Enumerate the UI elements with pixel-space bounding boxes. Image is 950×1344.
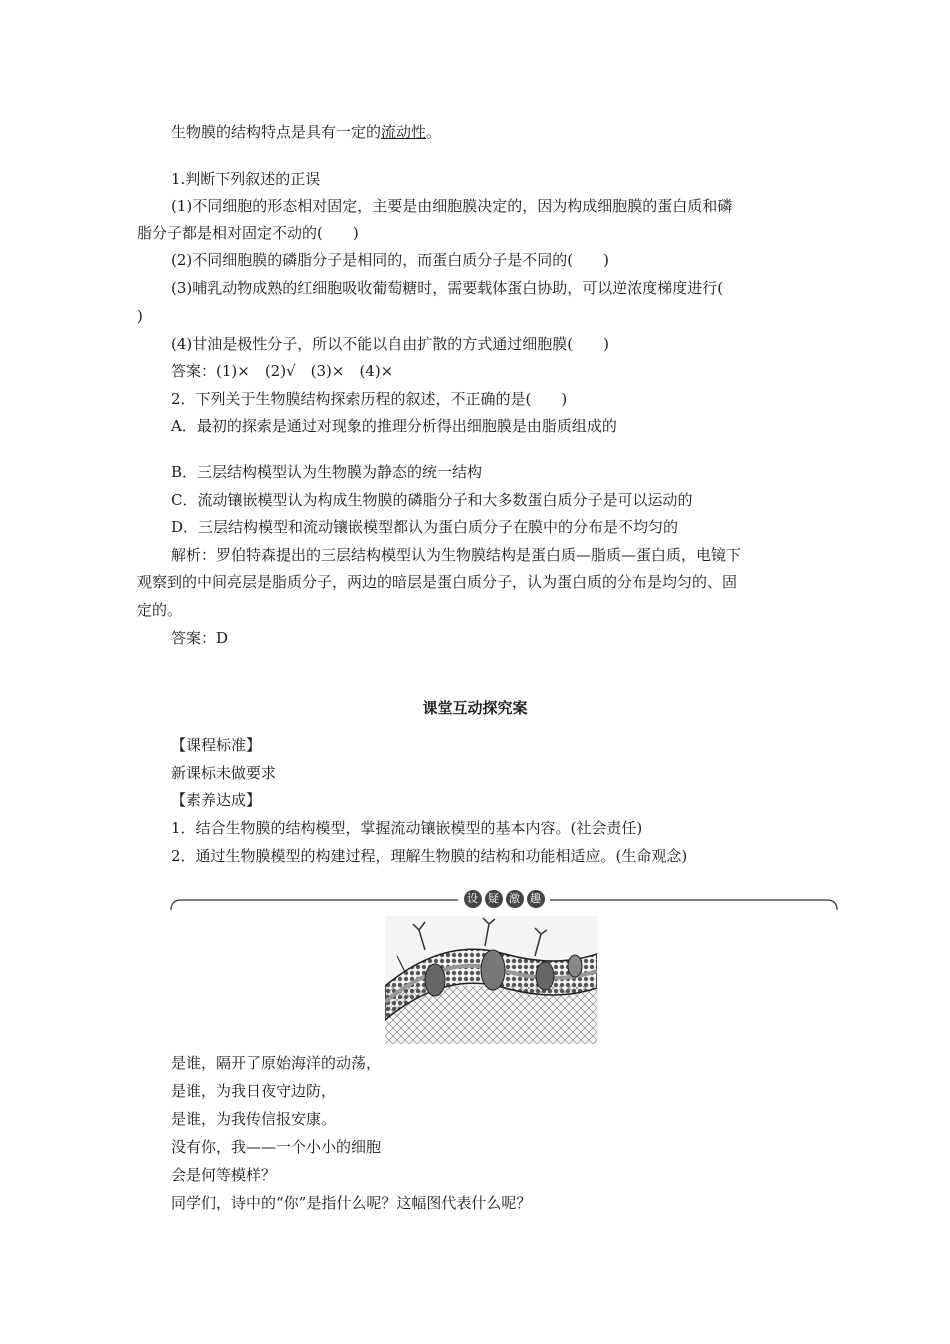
banner-char: 趣: [527, 890, 545, 908]
poem-line-4: 没有你，我——一个小小的细胞: [171, 1138, 382, 1156]
q1-item4: (4)甘油是极性分子，所以不能以自由扩散的方式通过细胞膜( ): [171, 335, 609, 353]
poem-line-5: 会是何等模样？: [171, 1166, 277, 1184]
q1-item2: (2)不同细胞膜的磷脂分子是相同的，而蛋白质分子是不同的( ): [171, 251, 609, 269]
q2-option-c: C．流动镶嵌模型认为构成生物膜的磷脂分子和大多数蛋白质分子是可以运动的: [171, 491, 693, 509]
q2-answer: 答案：D: [171, 629, 229, 647]
q1-title: 1.判断下列叙述的正误: [171, 170, 321, 188]
q1-item1-line2: 脂分子都是相对固定不动的( ): [137, 224, 359, 242]
intro-line: [171, 118, 441, 146]
poem-line-3: 是谁，为我传信报安康。: [171, 1110, 337, 1128]
q2-analysis-line1: 解析：罗伯特森提出的三层结构模型认为生物膜结构是蛋白质—脂质—蛋白质，电镜下: [171, 546, 742, 564]
intro-end: 。: [426, 123, 442, 141]
q1-item1-line1: (1)不同细胞的形态相对固定，主要是由细胞膜决定的，因为构成细胞膜的蛋白质和磷: [171, 197, 733, 215]
literacy-item-2: 2．通过生物膜模型的构建过程，理解生物膜的结构和功能相适应。(生命观念): [171, 847, 688, 865]
standard-text: 新课标未做要求: [171, 764, 277, 782]
intro-text: 生物膜的结构特点是具有一定的: [171, 123, 382, 141]
q1-answer: 答案：(1)× (2)√ (3)× (4)×: [171, 362, 394, 380]
poem-line-1: 是谁，隔开了原始海洋的动荡，: [171, 1054, 382, 1072]
literacy-heading: 【素养达成】: [171, 791, 262, 809]
q2-option-b: B．三层结构模型认为生物膜为静态的统一结构: [171, 463, 483, 481]
standard-heading: 【课程标准】: [171, 736, 262, 754]
q2-analysis-line3: 定的。: [137, 601, 183, 619]
banner-char: 疑: [485, 890, 503, 908]
q2-option-d: D．三层结构模型和流动镶嵌模型都认为蛋白质分子在膜中的分布是不均匀的: [171, 518, 679, 536]
q2-analysis-line2: 观察到的中间亮层是脂质分子，两边的暗层是蛋白质分子，认为蛋白质的分布是均匀的、固: [137, 573, 738, 591]
q2-stem: 2．下列关于生物膜结构探索历程的叙述，不正确的是( ): [171, 390, 568, 408]
poem-line-2: 是谁，为我日夜守边防，: [171, 1082, 337, 1100]
banner-char: 激: [506, 890, 524, 908]
section-banner: [460, 889, 548, 909]
q1-item3-line2: ): [137, 307, 143, 325]
literacy-item-1: 1．结合生物膜的结构模型，掌握流动镶嵌模型的基本内容。(社会责任): [171, 819, 643, 837]
poem-question: 同学们，诗中的“你”是指什么呢？这幅图代表什么呢？: [171, 1194, 532, 1212]
underlined-term: 流动性: [381, 123, 427, 141]
section-title: 课堂互动探究案: [422, 699, 528, 717]
q1-item3-line1: (3)哺乳动物成熟的红细胞吸收葡萄糖时，需要载体蛋白协助，可以逆浓度梯度进行(: [171, 279, 724, 297]
banner-char: 设: [464, 890, 482, 908]
q2-option-a: A．最初的探索是通过对现象的推理分析得出细胞膜是由脂质组成的: [171, 417, 617, 435]
cell-membrane-illustration-icon: [385, 916, 597, 1044]
